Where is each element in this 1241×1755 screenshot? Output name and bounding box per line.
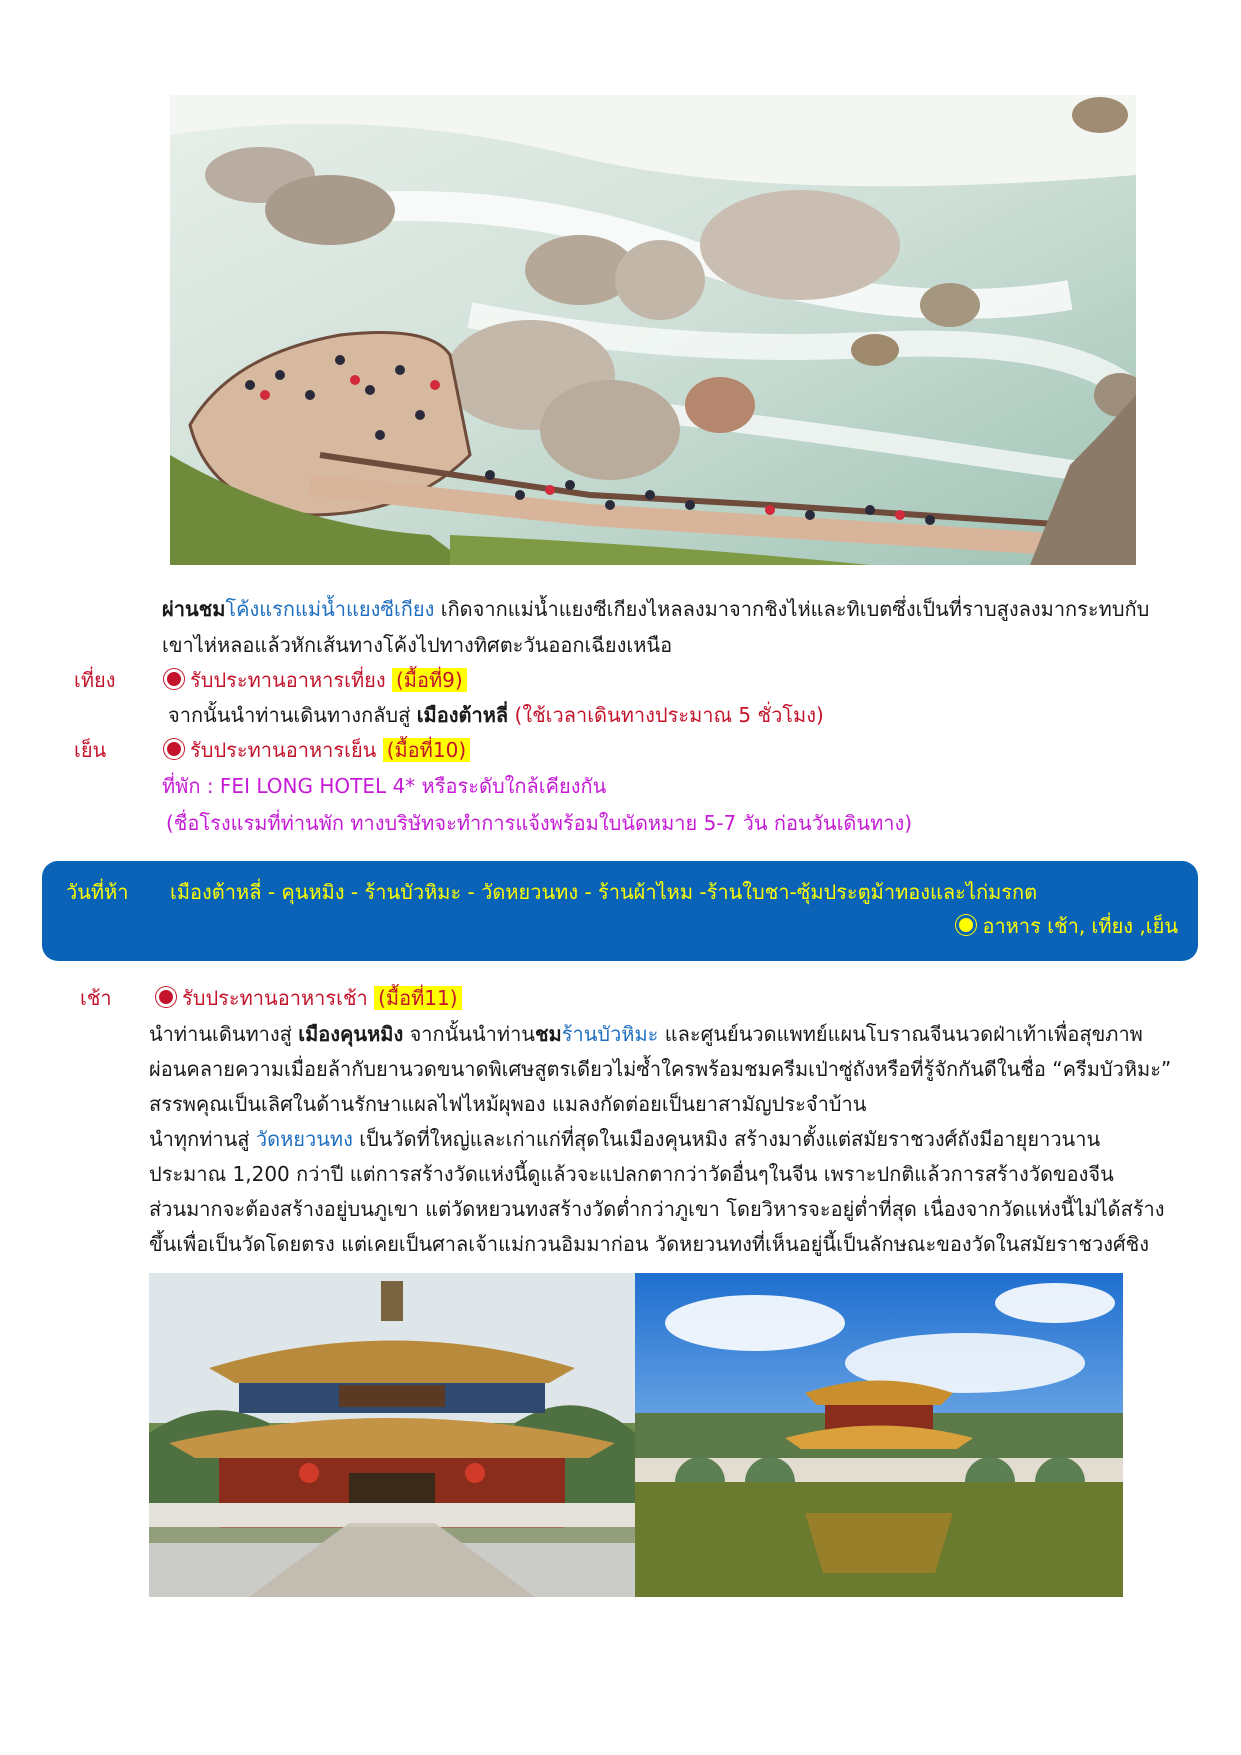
- day-banner: [42, 861, 1198, 961]
- dinner-label: เย็น: [74, 738, 107, 762]
- dish-icon: [164, 739, 184, 759]
- hotel-line: ที่พัก : FEI LONG HOTEL 4* หรือระดับใกล้เคียงกัน: [162, 774, 607, 798]
- para3-l1-b: เป็นวัดที่ใหญ่และเก่าแก่ที่สุดในเมืองคุนหมิง สร้างมาตั้งแต่สมัยราชวงศ์ถังมีอายุยาวนาน: [352, 1127, 1101, 1151]
- dinner-line: [164, 735, 470, 765]
- hotel-note: (ชื่อโรงแรมที่ท่านพัก ทางบริษัทจะทำการแจ้งพร้อมใบนัดหมาย 5-7 วัน ก่อนวันเดินทาง): [166, 811, 913, 835]
- travel-text: จากนั้นนำท่านเดินทางกลับสู่: [168, 703, 417, 727]
- lunch-label: เที่ยง: [74, 668, 116, 692]
- dish-icon: [156, 987, 176, 1007]
- para2-city: เมืองคุนหมิง: [298, 1022, 404, 1046]
- travel-note: (ใช้เวลาเดินทางประมาณ 5 ชั่วโมง): [508, 703, 824, 727]
- para3-line3: ส่วนมากจะต้องสร้างอยู่บนภูเขา แต่วัดหยวนทงสร้างวัดต่ำกว่าภูเขา โดยวิหารจะอยู่ต่ำที่สุด เนื่องจากวัดแห่งนี้ไม่ได้สร้าง: [149, 1197, 1165, 1221]
- para3-line4: ขึ้นเพื่อเป็นวัดโดยตรง แต่เคยเป็นศาลเจ้าแม่กวนอิมมาก่อน วัดหยวนทงที่เห็นอยู่นี้เป็นลักษณะของวัดในสมัยราชวงศ์ชิง: [149, 1232, 1150, 1256]
- gorge-photo: [170, 95, 1136, 565]
- temple-gate-photo: [149, 1273, 635, 1597]
- para3-l1-a: นำทุกท่านสู่: [149, 1127, 256, 1151]
- para1-place: โค้งแรกแม่น้ำแยงซีเกียง: [225, 597, 435, 621]
- para2-line1: [149, 1019, 1143, 1049]
- travel-city: เมืองต้าหลี่: [416, 703, 509, 727]
- lunch-line: [164, 665, 467, 695]
- para2-l1-c: ชม: [534, 1022, 562, 1046]
- para1-line1: [162, 594, 1149, 624]
- para3-temple: วัดหยวนทง: [255, 1127, 353, 1151]
- para2-l1-d: และศูนย์นวดแพทย์แผนโบราณจีนนวดฝ่าเท้าเพื่อสุขภาพ: [658, 1022, 1143, 1046]
- dinner-meal-badge: (มื้อที่10): [383, 738, 470, 762]
- day-meals: [956, 911, 1178, 941]
- day-route: เมืองต้าหลี่ - คุนหมิง - ร้านบัวหิมะ - วัดหยวนทง - ร้านผ้าไหม -ร้านใบชา-ซุ้มประตูม้าทองและไก่มรกต: [170, 880, 1038, 904]
- travel-line: [168, 700, 824, 730]
- para2-l1-a: นำท่านเดินทางสู่: [149, 1022, 299, 1046]
- para2-line2: ผ่อนคลายความเมื่อยล้ากับยานวดขนาดพิเศษสูตรเดียวไม่ซ้ำใครพร้อมชมครีมเป่าซู่ถังหรือที่รู้จักกันดีในชื่อ “ครีมบัวหิมะ”: [149, 1057, 1172, 1081]
- para1-line2: เขาไห่หลอแล้วหักเส้นทางโค้งไปทางทิศตะวันออกเฉียงเหนือ: [162, 633, 673, 657]
- lunch-text: รับประทานอาหารเที่ยง: [190, 668, 392, 692]
- breakfast-meal-badge: (มื้อที่11): [374, 986, 461, 1010]
- day-meals-text: อาหาร เช้า, เที่ยง ,เย็น: [982, 914, 1178, 938]
- para1-line1-rest: เกิดจากแม่น้ำแยงซีเกียงไหลลงมาจากชิงไห่และทิเบตซึ่งเป็นที่ราบสูงลงมากระทบกับ: [434, 597, 1150, 621]
- para2-l1-b: จากนั้นนำท่าน: [403, 1022, 535, 1046]
- breakfast-label: เช้า: [80, 986, 112, 1010]
- para1-lead: ผ่านชม: [162, 597, 226, 621]
- para2-line3: สรรพคุณเป็นเลิศในด้านรักษาแผลไฟไหม้ผุพอง แมลงกัดต่อยเป็นยาสามัญประจำบ้าน: [149, 1092, 867, 1116]
- day-label: วันที่ห้า: [66, 880, 129, 904]
- lunch-meal-badge: (มื้อที่9): [392, 668, 467, 692]
- para2-shop: ร้านบัวหิมะ: [561, 1022, 659, 1046]
- dinner-text: รับประทานอาหารเย็น: [190, 738, 383, 762]
- para3-line1: [149, 1124, 1100, 1154]
- dish-icon: [956, 915, 976, 935]
- para3-line2: ประมาณ 1,200 กว่าปี แต่การสร้างวัดแห่งนี้ดูแล้วจะแปลกตากว่าวัดอื่นๆในจีน เพราะปกติแล้วการสร้างวัดของจีน: [149, 1162, 1114, 1186]
- temple-pond-photo: [635, 1273, 1123, 1597]
- breakfast-line: [156, 983, 462, 1013]
- breakfast-text: รับประทานอาหารเช้า: [182, 986, 375, 1010]
- dish-icon: [164, 669, 184, 689]
